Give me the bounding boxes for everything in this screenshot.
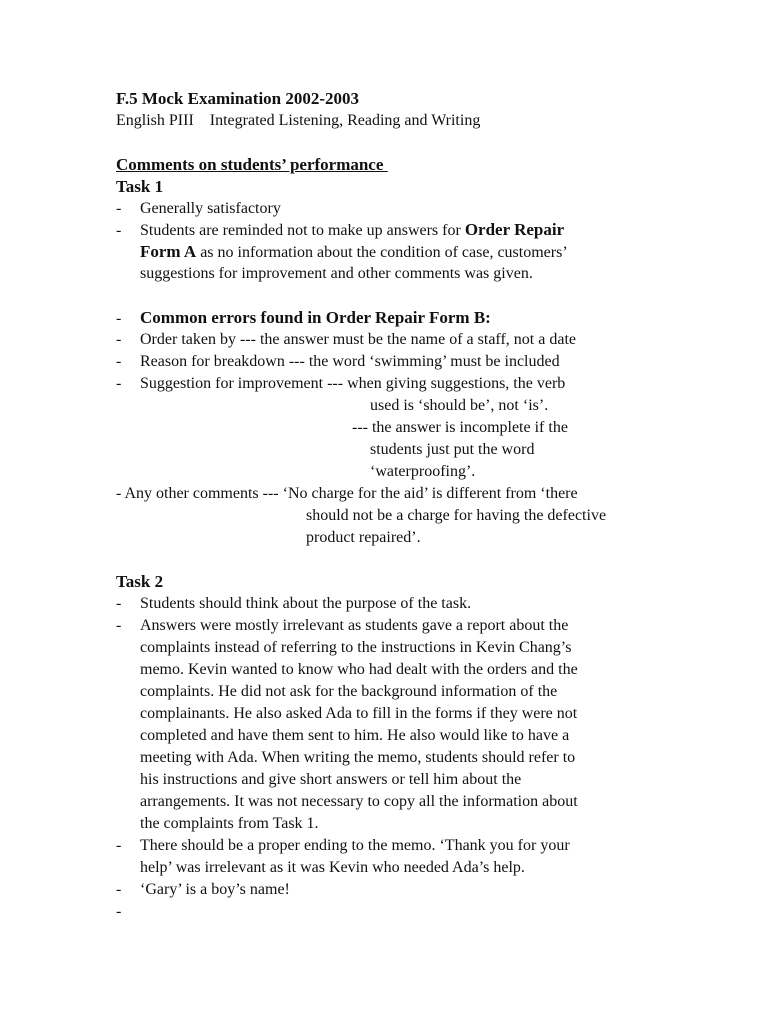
task1-reminder-line1 — [140, 219, 564, 242]
task2-irrelevant-line: complainants. He also asked Ada to fill in the forms if they were not — [140, 705, 578, 722]
task1-heading: Task 1 — [116, 177, 164, 196]
task2-ending-line: help’ was irrelevant as it was Kevin who needed Ada’s help. — [140, 859, 525, 876]
task2-irrelevant-line: his instructions and give short answers or tell him about the — [140, 771, 522, 788]
task2-gary: ‘Gary’ is a boy’s name! — [140, 881, 290, 898]
task1-reminder-line2 — [140, 241, 568, 264]
bullet-dash: - — [116, 331, 122, 348]
task1-general: Generally satisfactory — [140, 200, 281, 217]
document-subtitle: English PIII Integrated Listening, Reading and Writing — [116, 112, 481, 129]
task1-suggestion-line2: used is ‘should be’, not ‘is’. — [370, 397, 549, 414]
task1-suggestion-line3: --- the answer is incomplete if the — [352, 419, 568, 436]
task2-irrelevant-line: arrangements. It was not necessary to copy all the information about — [140, 793, 578, 810]
bullet-dash: - — [116, 310, 122, 327]
bullet-dash: - — [116, 200, 122, 217]
bullet-dash: - — [116, 375, 122, 392]
task2-irrelevant-line: the complaints from Task 1. — [140, 815, 319, 832]
task2-irrelevant-line: meeting with Ada. When writing the memo, students should refer to — [140, 749, 576, 766]
bullet-dash: - — [116, 353, 122, 370]
reminder-post: as no information about the condition of case, customers’ — [196, 244, 568, 261]
bullet-dash: - — [116, 222, 122, 239]
task1-order-taken: Order taken by --- the answer must be the name of a staff, not a date — [140, 331, 576, 348]
task1-errors-heading: Common errors found in Order Repair Form B: — [140, 308, 491, 327]
task1-reason: Reason for breakdown --- the word ‘swimming’ must be included — [140, 353, 560, 370]
bullet-dash: - — [116, 837, 122, 854]
task1-reminder-line3: suggestions for improvement and other comments was given. — [140, 265, 533, 282]
task2-irrelevant-line: complaints instead of referring to the instructions in Kevin Chang’s — [140, 639, 572, 656]
bullet-dash: - — [116, 903, 122, 920]
task1-other-line2: should not be a charge for having the defective — [306, 507, 607, 524]
reminder-bold-form-a: Form A — [140, 242, 197, 261]
task2-heading: Task 2 — [116, 572, 164, 591]
task2-purpose: Students should think about the purpose of the task. — [140, 595, 472, 612]
document-title: F.5 Mock Examination 2002-2003 — [116, 89, 360, 108]
task1-suggestion-line5: ‘waterproofing’. — [370, 463, 476, 480]
reminder-pre: Students are reminded not to make up answers for — [140, 222, 465, 239]
bullet-dash: - — [116, 881, 122, 898]
task1-other-line3: product repaired’. — [306, 529, 421, 546]
task2-irrelevant-line: completed and have them sent to him. He also would like to have a — [140, 727, 570, 744]
reminder-bold-order-repair: Order Repair — [464, 220, 565, 239]
comments-heading: Comments on students’ performance — [116, 155, 388, 174]
task1-suggestion-line1: Suggestion for improvement --- when giving suggestions, the verb — [140, 375, 566, 392]
bullet-dash: - — [116, 595, 122, 612]
task2-irrelevant-line: complaints. He did not ask for the background information of the — [140, 683, 558, 700]
task2-ending-line: There should be a proper ending to the memo. ‘Thank you for your — [140, 837, 570, 854]
bullet-dash: - — [116, 617, 122, 634]
task2-irrelevant-line: Answers were mostly irrelevant as students gave a report about the — [140, 617, 569, 634]
task1-other-line1: - Any other comments --- ‘No charge for the aid’ is different from ‘there — [116, 485, 578, 502]
task2-irrelevant-line: memo. Kevin wanted to know who had dealt with the orders and the — [140, 661, 578, 678]
task1-suggestion-line4: students just put the word — [370, 441, 535, 458]
